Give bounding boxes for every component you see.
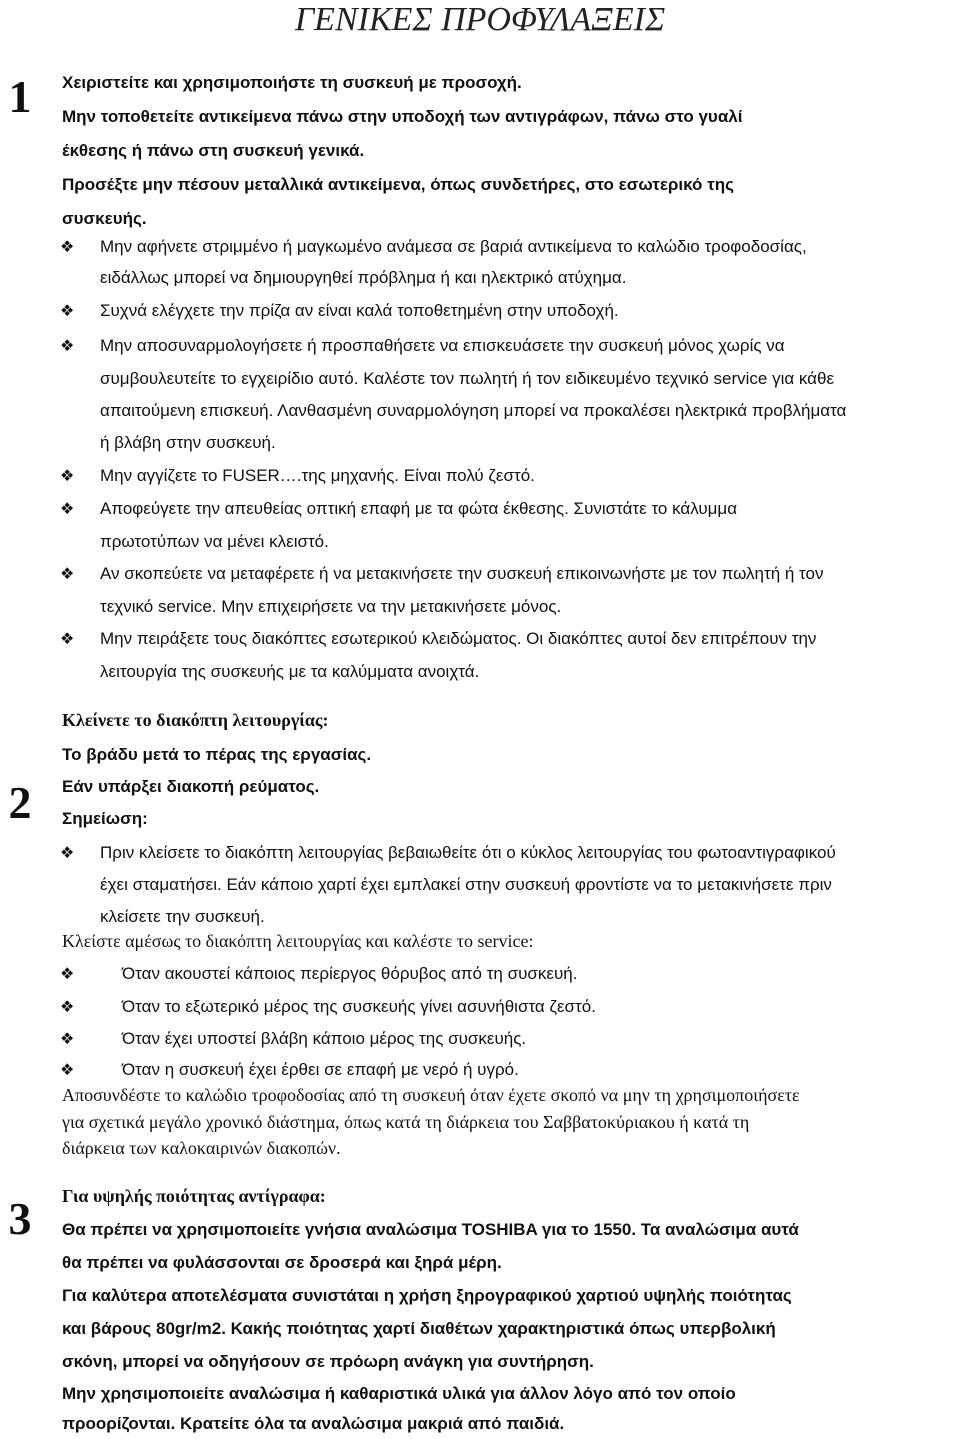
page-title: ΓΕΝΙΚΕΣ ΠΡΟΦΥΛΑΞΕΙΣ xyxy=(294,1,666,38)
condition-text: Όταν η συσκευή έχει έρθει σε επαφή με νερό ή υγρό. xyxy=(122,1060,519,1079)
condition-text: Όταν το εξωτερικό μέρος της συσκευής γίνει ασυνήθιστα ζεστό. xyxy=(122,997,596,1016)
condition-text: Όταν ακουστεί κάποιος περίεργος θόρυβος από τη συσκευή. xyxy=(122,964,578,983)
bullet-text: απαιτούμενη επισκευή. Λανθασμένη συναρμολόγηση μπορεί να προκαλέσει ηλεκτρικά προβλήματα xyxy=(100,401,847,420)
bullet-text: Μην πειράξετε τους διακόπτες εσωτερικού κλειδώματος. Οι διακόπτες αυτοί δεν επιτρέπουν την xyxy=(100,629,817,648)
section1-intro-line: συσκευής. xyxy=(62,209,147,228)
bullet-text: Μην αγγίζετε το FUSER….της μηχανής. Είναι πολύ ζεστό. xyxy=(100,466,535,485)
section3-line: Μην χρησιμοποιείτε αναλώσιμα ή καθαριστικά υλικά για άλλον λόγο από τον οποίο xyxy=(62,1384,736,1403)
bullet-text: πρωτοτύπων να μένει κλειστό. xyxy=(100,532,329,551)
section2-item: Το βράδυ μετά το πέρας της εργασίας. xyxy=(62,745,372,764)
note-text: Πριν κλείσετε το διακόπτη λειτουργίας βεβαιωθείτε ότι ο κύκλος λειτουργίας του φωτοαντιγραφικού xyxy=(100,843,836,862)
bullet-icon: ❖ xyxy=(60,843,75,862)
section2-item: Εάν υπάρξει διακοπή ρεύματος. xyxy=(62,777,320,796)
section-number-3: 3 xyxy=(8,1193,32,1244)
section3-heading: Για υψηλής ποιότητας αντίγραφα: xyxy=(62,1186,326,1206)
section3-line: και βάρους 80gr/m2. Κακής ποιότητας χαρτί διαθέτων χαρακτηριστικά όπως υπερβολική xyxy=(62,1319,776,1338)
bullet-text: Αν σκοπεύετε να μεταφέρετε ή να μετακινήσετε την συσκευή επικοινωνήστε με τον πωλητή ή τον xyxy=(100,564,824,583)
bullet-text: Αποφεύγετε την απευθείας οπτική επαφή με τα φώτα έκθεσης. Συνιστάτε το κάλυμμα xyxy=(100,499,738,518)
bullet-text: ή βλάβη στην συσκευή. xyxy=(100,433,276,452)
section1-intro-line: Μην τοποθετείτε αντικείμενα πάνω στην υποδοχή των αντιγράφων, πάνω στο γυαλί xyxy=(62,107,743,126)
section3-line: σκόνη, μπορεί να οδηγήσουν σε πρόωρη ανάγκη για συντήρηση. xyxy=(62,1352,594,1371)
bullet-text: συμβουλευτείτε το εγχειρίδιο αυτό. Καλέστε τον πωλητή ή τον ειδικευμένο τεχνικό service για κάθε xyxy=(100,369,835,388)
unplug-text: για σχετικά μεγάλο χρονικό διάστημα, όπως κατά τη διάρκεια του Σαββατοκύριακου ή κατά τη xyxy=(62,1112,750,1132)
bullet-icon: ❖ xyxy=(60,629,75,648)
note-text: έχει σταματήσει. Εάν κάποιο χαρτί έχει εμπλακεί στην συσκευή φροντίστε να το μετακινήσετε πριν xyxy=(100,875,832,894)
close-immediately-text: Κλείστε αμέσως το διακόπτη λειτουργίας και καλέστε το service: xyxy=(62,931,534,951)
bullet-text: Μην αποσυναρμολογήσετε ή προσπαθήσετε να επισκευάσετε την συσκευή μόνος χωρίς να xyxy=(100,336,785,355)
bullet-icon: ❖ xyxy=(60,499,75,518)
bullet-icon: ❖ xyxy=(60,964,75,983)
bullet-icon: ❖ xyxy=(60,1060,75,1079)
bullet-icon: ❖ xyxy=(60,466,75,485)
section3-line: Θα πρέπει να χρησιμοποιείτε γνήσια αναλώσιμα TOSHIBA για το 1550. Τα αναλώσιμα αυτά xyxy=(62,1220,799,1239)
unplug-text: Αποσυνδέστε το καλώδιο τροφοδοσίας από τη συσκευή όταν έχετε σκοπό να μην τη χρησιμοποιήσετε xyxy=(62,1085,800,1105)
section3-line: θα πρέπει να φυλάσσονται σε δροσερά και ξηρά μέρη. xyxy=(62,1253,502,1272)
bullet-text: Μην αφήνετε στριμμένο ή μαγκωμένο ανάμεσα σε βαριά αντικείμενα το καλώδιο τροφοδοσίας, xyxy=(100,237,807,256)
section3-line: Για καλύτερα αποτελέσματα συνιστάται η χρήση ξηρογραφικού χαρτιού υψηλής ποιότητας xyxy=(62,1286,792,1305)
bullet-text: τεχνικό service. Μην επιχειρήσετε να την μετακινήσετε μόνος. xyxy=(100,597,562,616)
bullet-text: Συχνά ελέγχετε την πρίζα αν είναι καλά τοποθετημένη στην υποδοχή. xyxy=(100,301,619,320)
note-text: κλείσετε την συσκευή. xyxy=(100,907,265,926)
note-label: Σημείωση: xyxy=(62,809,148,828)
unplug-text: διάρκεια των καλοκαιρινών διακοπών. xyxy=(62,1138,341,1158)
section1-intro-line: Προσέξτε μην πέσουν μεταλλικά αντικείμενα, όπως συνδετήρες, στο εσωτερικό της xyxy=(62,175,734,194)
bullet-icon: ❖ xyxy=(60,301,75,320)
section2-heading: Κλείνετε το διακόπτη λειτουργίας: xyxy=(62,710,329,730)
bullet-icon: ❖ xyxy=(60,336,75,355)
section-number-1: 1 xyxy=(8,71,32,122)
section1-intro-line: Χειριστείτε και χρησιμοποιήστε τη συσκευή με προσοχή. xyxy=(62,73,522,92)
bullet-text: ειδάλλως μπορεί να δημιουργηθεί πρόβλημα ή και ηλεκτρικό ατύχημα. xyxy=(100,268,627,287)
bullet-icon: ❖ xyxy=(60,237,75,256)
bullet-icon: ❖ xyxy=(60,564,75,583)
section-number-2: 2 xyxy=(8,777,32,828)
bullet-icon: ❖ xyxy=(60,1029,75,1048)
section1-intro-line: έκθεσης ή πάνω στη συσκευή γενικά. xyxy=(62,141,365,160)
bullet-icon: ❖ xyxy=(60,997,75,1016)
bullet-text: λειτουργία της συσκευής με τα καλύμματα ανοιχτά. xyxy=(100,662,480,681)
condition-text: Όταν έχει υποστεί βλάβη κάποιο μέρος της συσκευής. xyxy=(122,1029,527,1048)
section3-line: προορίζονται. Κρατείτε όλα τα αναλώσιμα μακριά από παιδιά. xyxy=(62,1414,565,1433)
